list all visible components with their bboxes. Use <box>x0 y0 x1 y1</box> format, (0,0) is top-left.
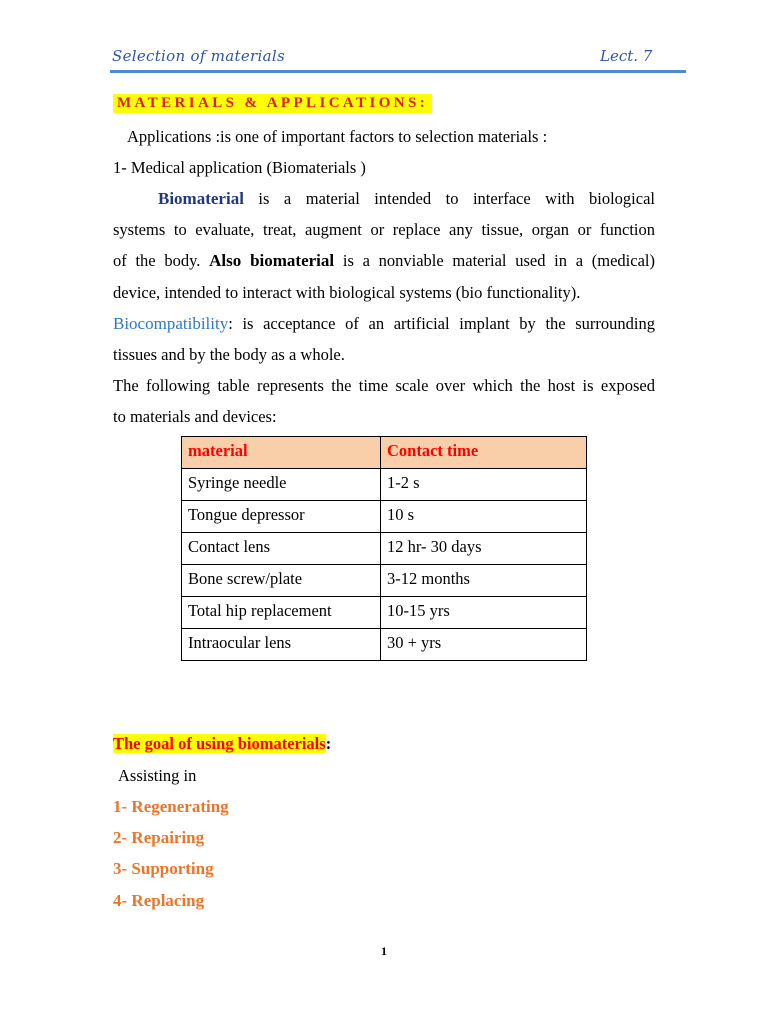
contact-time-table <box>181 436 587 661</box>
table-row <box>182 501 587 533</box>
table-cell-contact-time: 1-2 s <box>381 469 587 501</box>
page-header <box>0 0 768 76</box>
table-cell-material: Bone screw/plate <box>182 565 381 597</box>
biomaterial-line-1-text: is a material intended to interface with biological <box>243 189 655 208</box>
goal-item-replacing: 4- Replacing <box>113 891 205 910</box>
table-row <box>182 565 587 597</box>
table-cell-contact-time: 10-15 yrs <box>381 597 587 629</box>
table-cell-contact-time: 10 s <box>381 501 587 533</box>
biomaterial-line-3 <box>113 251 655 271</box>
biomaterial-line-2: systems to evaluate, treat, augment or replace any tissue, organ or function <box>113 220 655 239</box>
table-intro-line-1: The following table represents the time scale over which the host is exposed <box>113 376 655 395</box>
table-cell-material: Tongue depressor <box>182 501 381 533</box>
biocompatibility-term: Biocompatibility <box>113 314 229 333</box>
table-header-material: material <box>182 437 381 469</box>
medical-application-line: 1- Medical application (Biomaterials ) <box>113 158 366 177</box>
table-header-contact-time: Contact time <box>381 437 587 469</box>
header-lecture-number: Lect. 7 <box>600 47 653 65</box>
goal-heading <box>113 733 331 755</box>
biomaterial-term: Biomaterial <box>158 189 244 208</box>
biomaterial-line-3-text: is a nonviable material used in a (medical) <box>334 251 655 270</box>
table-row <box>182 533 587 565</box>
table-cell-material: Intraocular lens <box>182 629 381 661</box>
table-cell-contact-time: 12 hr- 30 days <box>381 533 587 565</box>
goal-item-supporting: 3- Supporting <box>113 859 214 878</box>
biocompatibility-line-1 <box>113 314 655 334</box>
biocompatibility-line-1-text: : is acceptance of an artificial implant by the surrounding <box>228 314 655 333</box>
table-cell-material: Syringe needle <box>182 469 381 501</box>
header-divider <box>110 70 686 73</box>
goal-heading-colon: : <box>325 734 332 753</box>
page-number: 1 <box>381 944 387 958</box>
header-title: Selection of materials <box>112 47 285 65</box>
goal-item-regenerating: 1- Regenerating <box>113 797 229 816</box>
table-intro-line-2: to materials and devices: <box>113 407 277 426</box>
biomaterial-line-1 <box>113 189 655 209</box>
table-cell-contact-time: 3-12 months <box>381 565 587 597</box>
table-cell-contact-time: 30 + yrs <box>381 629 587 661</box>
biomaterial-line-3-start: of the body. <box>113 251 210 270</box>
biocompatibility-line-2: tissues and by the body as a whole. <box>113 345 345 364</box>
assisting-line: Assisting in <box>118 766 197 785</box>
goal-item-repairing: 2- Repairing <box>113 828 205 847</box>
applications-line: Applications :is one of important factors to selection materials : <box>127 127 548 146</box>
table-cell-material: Contact lens <box>182 533 381 565</box>
biomaterial-term-2: biomaterial <box>250 251 335 270</box>
table-row <box>182 469 587 501</box>
section-heading: MATERIALS & APPLICATIONS: <box>113 94 432 113</box>
also-term: Also <box>209 251 251 270</box>
table-header-row <box>182 437 587 469</box>
goal-heading-text: The goal of using biomaterials <box>113 734 326 753</box>
table-row <box>182 597 587 629</box>
table-cell-material: Total hip replacement <box>182 597 381 629</box>
table-row <box>182 629 587 661</box>
biomaterial-line-4: device, intended to interact with biological systems (bio functionality). <box>113 283 581 302</box>
